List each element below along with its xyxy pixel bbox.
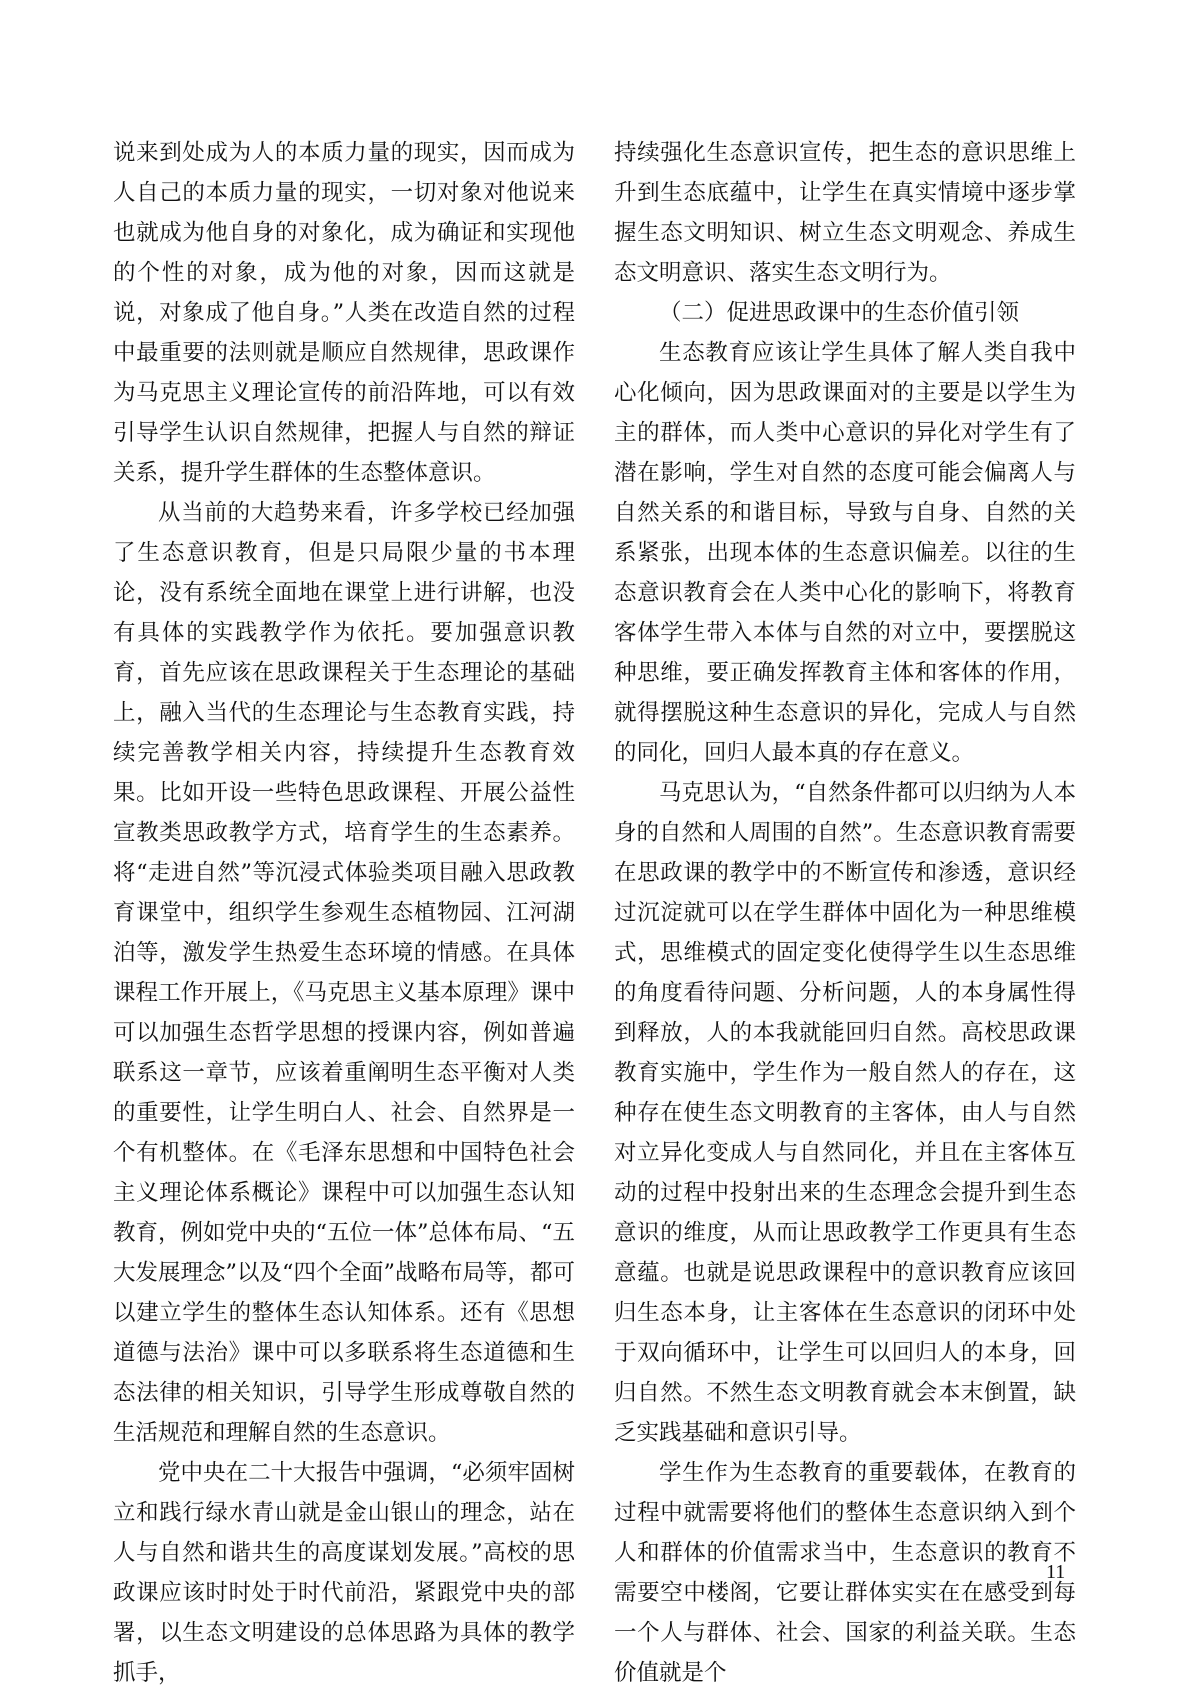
right-continuation-paragraph: 持续强化生态意识宣传，把生态的意识思维上升到生态底蕴中，让学生在真实情境中逐步掌握生态文明知识、树立生态文明观念、养成生态文明意识、落实生态文明行为。 xyxy=(614,140,1076,286)
right-paragraph-marx-quote: 马克思认为，“自然条件都可以归纳为人本身的自然和人周围的自然”。生态意识教育需要在思政课的教学中的不断宣传和渗透，意识经过沉淀就可以在学生群体中固化为一种思维模式，思维模式的固定变化使得学生以生态思维的角度看待问题、分析问题，人的本身属性得到释放，人的本我就能回归自然。高校思政课教育实施中，学生作为一般自然人的存在，这种存在使生态文明教育的主客体，由人与自然对立异化变成人与自然同化，并且在主客体互动的过程中投射出来的生态理念会提升到生态意识的维度，从而让思政教学工作更具有生态意蕴。也就是说思政课程中的意识教育应该回归生态本身，让主客体在生态意识的闭环中处于双向循环中，让学生可以回归人的本身，回归自然。不然生态文明教育就会本末倒置，缺乏实践基础和意识引导。 xyxy=(614,780,1076,1446)
left-continuation-paragraph: 说来到处成为人的本质力量的现实，因而成为人自己的本质力量的现实，一切对象对他说来也就成为他自身的对象化，成为确证和实现他的个性的对象，成为他的对象，因而这就是说，对象成了他自身。”人类在改造自然的过程中最重要的法则就是顺应自然规律，思政课作为马克思主义理论宣传的前沿阵地，可以有效引导学生认识自然规律，把握人与自然的辩证关系，提升学生群体的生态整体意识。 xyxy=(113,140,575,486)
right-paragraph-ecological-education: 生态教育应该让学生具体了解人类自我中心化倾向，因为思政课面对的主要是以学生为主的群体，而人类中心意识的异化对学生有了潜在影响，学生对自然的态度可能会偏离人与自然关系的和谐目标，导致与自身、自然的关系紧张，出现本体的生态意识偏差。以往的生态意识教育会在人类中心化的影响下，将教育客体学生带入本体与自然的对立中，要摆脱这种思维，要正确发挥教育主体和客体的作用，就得摆脱这种生态意识的异化，完成人与自然的同化，回归人最本真的存在意义。 xyxy=(614,340,1076,766)
left-paragraph-current-trend: 从当前的大趋势来看，许多学校已经加强了生态意识教育，但是只局限少量的书本理论，没有系统全面地在课堂上进行讲解，也没有具体的实践教学作为依托。要加强意识教育，首先应该在思政课程关于生态理论的基础上，融入当代的生态理论与生态教育实践，持续完善教学相关内容，持续提升生态教育效果。比如开设一些特色思政课程、开展公益性宣教类思政教学方式，培育学生的生态素养。将“走进自然”等沉浸式体验类项目融入思政教育课堂中，组织学生参观生态植物园、江河湖泊等，激发学生热爱生态环境的情感。在具体课程工作开展上，《马克思主义基本原理》课中可以加强生态哲学思想的授课内容，例如普遍联系这一章节，应该着重阐明生态平衡对人类的重要性，让学生明白人、社会、自然界是一个有机整体。在《毛泽东思想和中国特色社会主义理论体系概论》课程中可以加强生态认知教育，例如党中央的“五位一体”总体布局、“五大发展理念”以及“四个全面”战略布局等，都可以建立学生的整体生态认知体系。还有《思想道德与法治》课中可以多联系将生态道德和生态法律的相关知识，引导学生形成尊敬自然的生活规范和理解自然的生态意识。 xyxy=(113,500,576,1446)
left-paragraph-twentieth-congress: 党中央在二十大报告中强调，“必须牢固树立和践行绿水青山就是金山银山的理念，站在人与自然和谐共生的高度谋划发展。”高校的思政课应该时时处于时代前沿，紧跟党中央的部署，以生态文明建设的总体思路为具体的教学抓手， xyxy=(113,1460,575,1686)
section-heading: （二）促进思政课中的生态价值引领 xyxy=(659,300,1020,326)
left-column xyxy=(113,133,575,1693)
right-paragraph-students-carrier: 学生作为生态教育的重要载体，在教育的过程中就需要将他们的整体生态意识纳入到个人和群体的价值需求当中，生态意识的教育不需要空中楼阁，它要让群体实实在在感受到每一个人与群体、社会、国家的利益关联。生态价值就是个 xyxy=(614,1460,1076,1686)
right-column xyxy=(614,133,1076,1693)
page-number: 11 xyxy=(1046,1561,1066,1583)
